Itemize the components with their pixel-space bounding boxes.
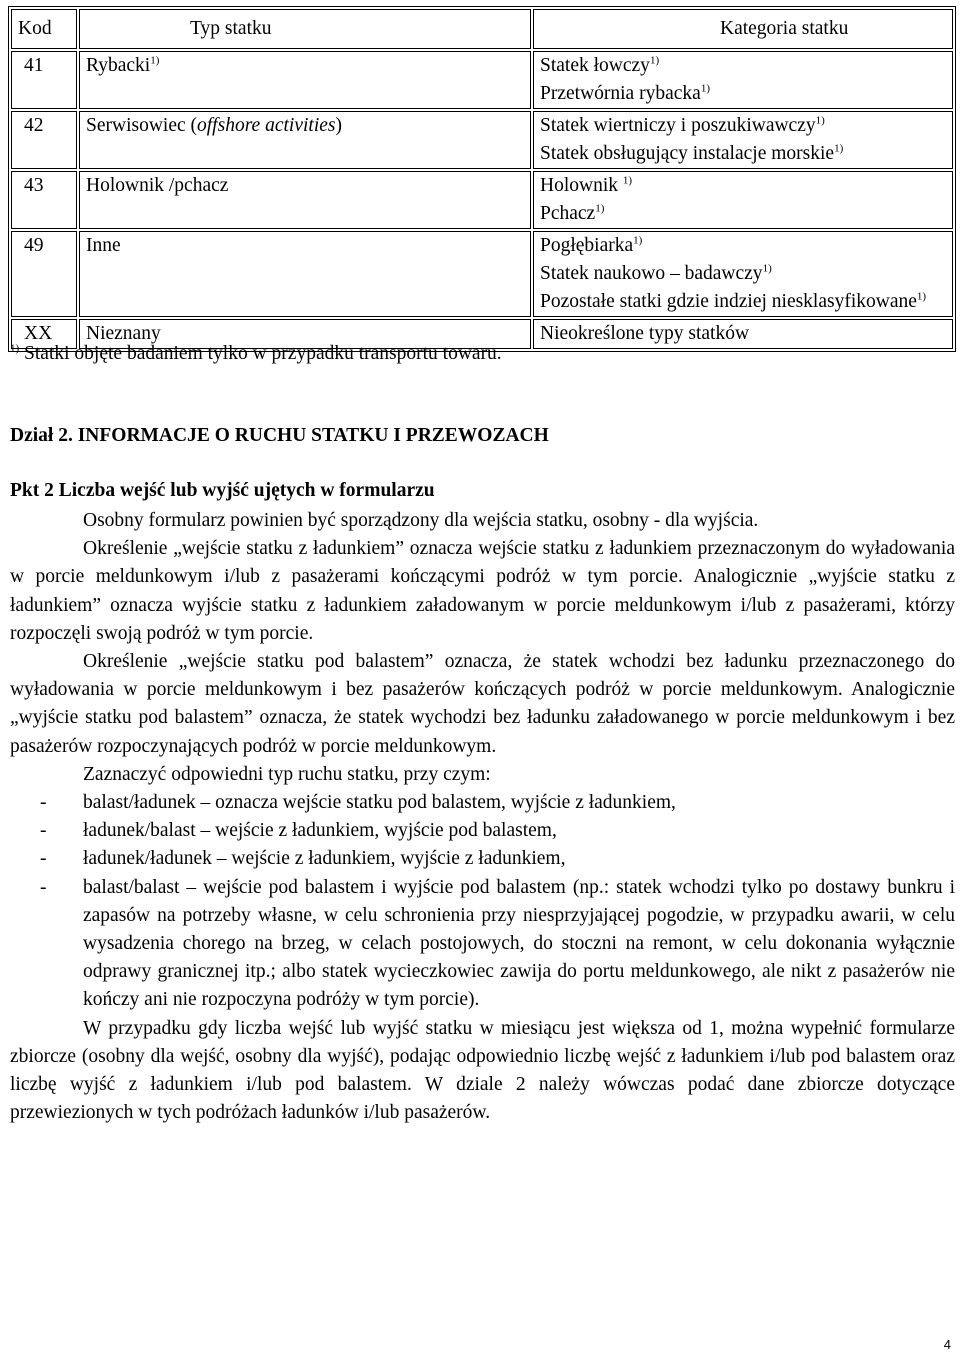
row-categories: [533, 319, 953, 349]
list-item: - balast/balast – wejście pod balastem i wyjście pod balastem (np.: statek wchodzi tylko po dostawy bunkru i zapasów na potrzeby własne, w celu schronienia przy niesprzyjającej pogodzie, w przypadku awarii, w celu wysadzenia chorego na brzeg, w celach postojowych, do stoczni na remont, w celu dokonania wyłącznie odprawy granicznej itp.; albo statek wycieczkowiec zawija do portu meldunkowego, ale nikt z pasażerów nie kończy ani nie rozpoczyna podróży w tym porcie).: [40, 876, 955, 1011]
category-item: Holownik $^{1)}$: [540, 174, 633, 196]
subsection-title: Pkt 2 Liczba wejść lub wyjść ujętych w formularzu: [10, 480, 435, 501]
row-code: 43: [11, 171, 77, 229]
table-header-row: [11, 9, 953, 49]
list-item: - ładunek/ładunek – wejście z ładunkiem, wyjście z ładunkiem,: [40, 848, 566, 870]
header-type: Typ statku: [79, 9, 531, 49]
paragraph: W przypadku gdy liczba wejść lub wyjść statku w miesiącu jest większa od 1, można wypełnić formularze zbiorcze (osobny dla wejść, osobny dla wyjść), podając odpowiednio liczbę wejść z ładunkiem i/lub pod balastem oraz liczbę wyjść z ładunkiem i/lub pod balastem. W dziale 2 należy wówczas podać dane zbiorcze dotyczące przewiezionych w tych podróżach ładunków i/lub pasażerów.: [10, 1017, 955, 1124]
row-type: Nieznany: [79, 319, 531, 349]
paragraph: Osobny formularz powinien być sporządzony dla wejścia statku, osobny - dla wyjścia.: [83, 510, 759, 531]
table-row: [11, 231, 953, 317]
paragraph: Określenie „wejście statku z ładunkiem” oznacza wejście statku z ładunkiem przeznaczonym do wyładowania w porcie meldunkowym i/lub z pasażerami kończącymi podróż w tym porcie. Analogicznie „wyjście statku z ładunkiem” oznacza wyjście statku z ładunkiem załadowanym w porcie meldunkowym i/lub z pasażerami, którzy rozpoczęli swoją podróż w tym porcie.: [10, 538, 955, 644]
list-item: - ładunek/balast – wejście z ładunkiem, wyjście pod balastem,: [40, 820, 557, 842]
row-categories: [533, 51, 953, 109]
category-item: Pchacz$^{1)}$: [540, 202, 605, 224]
row-code: XX: [11, 319, 77, 349]
page-number: 4: [943, 1337, 951, 1352]
ship-type-table: [8, 6, 956, 352]
row-categories: [533, 171, 953, 229]
category-item: Nieokreślone typy statków: [540, 323, 750, 344]
category-item: Statek łowczy$^{1)}$: [540, 54, 660, 76]
row-code: 42: [11, 111, 77, 169]
table-row: [11, 171, 953, 229]
row-code: 41: [11, 51, 77, 109]
section-title: Dział 2. INFORMACJE O RUCHU STATKU I PRZEWOZACH: [10, 425, 549, 446]
paragraph: Zaznaczyć odpowiedni typ ruchu statku, przy czym:: [83, 763, 491, 785]
list-item: - balast/ładunek – oznacza wejście statku pod balastem, wyjście z ładunkiem,: [40, 792, 676, 814]
row-type: Inne: [79, 231, 531, 317]
table-footnote: $^{1)}$ Statki objęte badaniem tylko w przypadku transportu towaru.: [10, 342, 502, 364]
row-type: Serwisowiec (offshore activities): [79, 111, 531, 169]
paragraph: Określenie „wejście statku pod balastem” oznacza, że statek wchodzi bez ładunku przeznaczonego do wyładowania w porcie meldunkowym i bez pasażerów kończących podróż w porcie meldunkowym. Analogicznie „wyjście statku pod balastem” oznacza, że statek wychodzi bez ładunku załadowanego w porcie meldunkowym i bez pasażerów rozpoczynających podróż w porcie meldunkowym.: [10, 651, 955, 757]
category-item: Przetwórnia rybacka$^{1)}$: [540, 82, 710, 104]
row-categories: [533, 111, 953, 169]
header-category: Kategoria statku: [533, 9, 953, 49]
category-item: Statek obsługujący instalacje morskie$^{1)}$: [540, 142, 844, 164]
row-type: Rybacki$^{1)}$: [79, 51, 531, 109]
row-categories: [533, 231, 953, 317]
category-item: Pogłębiarka$^{1)}$: [540, 234, 643, 256]
table-row: [11, 51, 953, 109]
table-row: [11, 111, 953, 169]
instructions-body: [10, 507, 955, 1127]
row-type: Holownik /pchacz: [79, 171, 531, 229]
category-item: Statek naukowo – badawczy$^{1)}$: [540, 262, 772, 284]
header-code: Kod: [11, 9, 77, 49]
row-code: 49: [11, 231, 77, 317]
category-item: Pozostałe statki gdzie indziej niesklasyfikowane$^{1)}$: [540, 290, 927, 312]
category-item: Statek wiertniczy i poszukiwawczy$^{1)}$: [540, 114, 825, 136]
